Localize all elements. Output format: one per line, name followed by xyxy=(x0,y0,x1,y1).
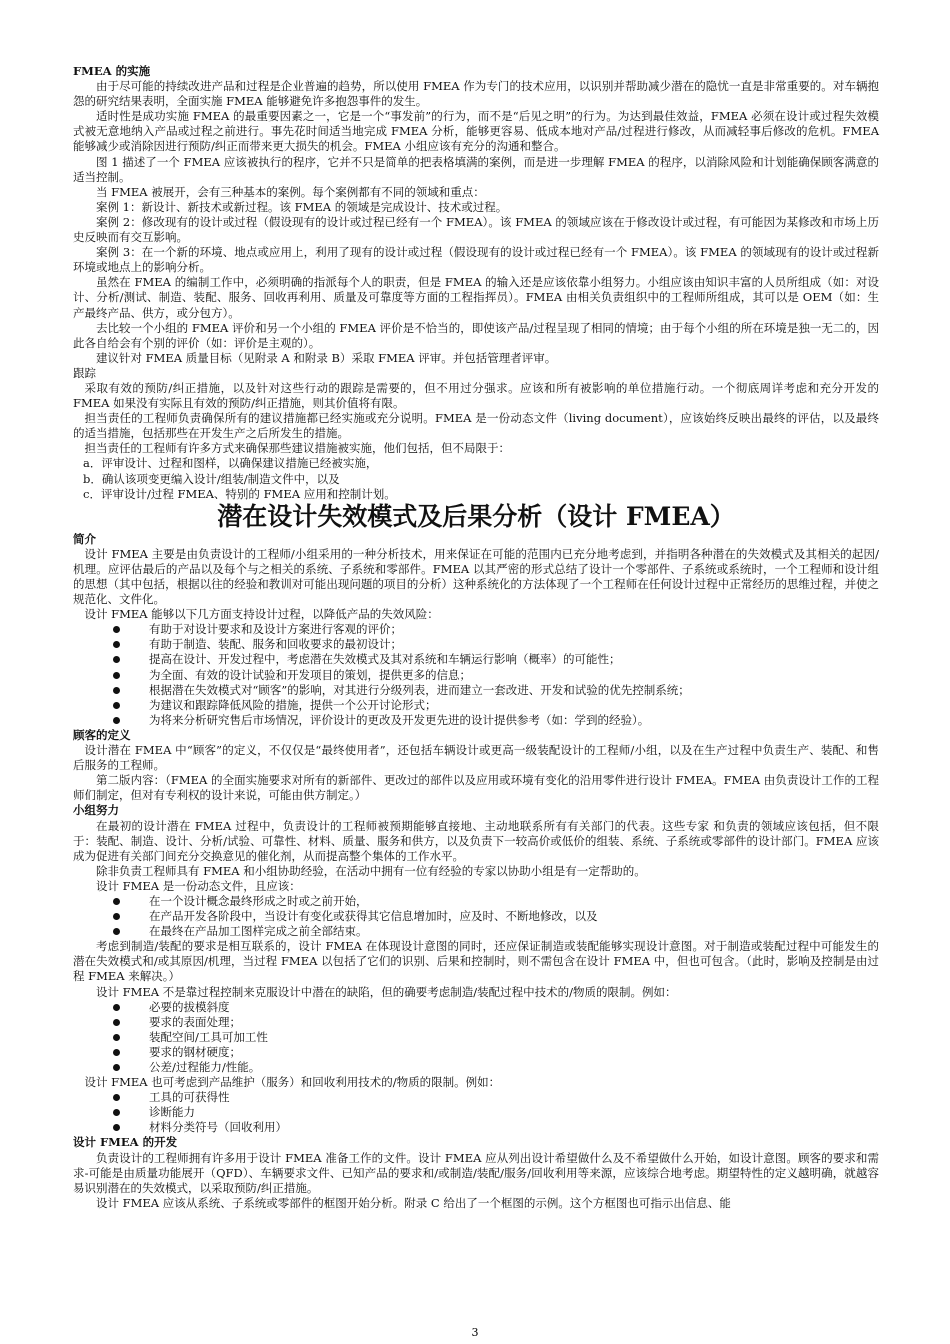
list-item: 根据潜在失效模式对“顾客”的影响，对其进行分级列表，进而建立一套改进、开发和试验的优先控制系统； xyxy=(113,683,879,698)
bullet-icon xyxy=(113,1094,120,1101)
list-item: 必要的拔模斜度 xyxy=(113,1000,879,1015)
paragraph: 考虑到制造/装配的要求是相互联系的，设计 FMEA 在体现设计意图的同时，还应保证制造或装配能够实现设计意图。对于制造或装配过程中可能发生的潜在失效模式和/或其原因/机理，当过程 FMEA 以包括了它们的识别、后果和控制时，则不需包含在设计 FMEA 中，但也可包含。（此时，影响及控制是由过程 FMEA 来解决。） xyxy=(73,939,879,984)
paragraph: 去比较一个小组的 FMEA 评价和另一个小组的 FMEA 评价是不恰当的，即使该产品/过程呈现了相同的情境；由于每个小组的所在环境是独一无二的，因此各自给会有个别的评价（如：评价是主观的）。 xyxy=(73,320,879,350)
bullet-icon xyxy=(113,1124,120,1131)
section-heading: 设计 FMEA 的开发 xyxy=(73,1135,178,1150)
list-item: 提高在设计、开发过程中，考虑潜在失效模式及其对系统和车辆运行影响（概率）的可能性； xyxy=(113,652,879,667)
bullet-icon xyxy=(113,913,120,920)
list-item: 有助于制造、装配、服务和回收要求的最初设计； xyxy=(113,637,879,652)
case-paragraph: 案例 1：新设计、新技术或新过程。该 FMEA 的领域是完成设计、技术或过程。 xyxy=(96,199,508,214)
bullet-icon xyxy=(113,626,120,633)
bullet-icon xyxy=(113,928,120,935)
bullet-icon xyxy=(113,1109,120,1116)
section-heading: 简介 xyxy=(73,531,96,546)
bullet-icon xyxy=(113,702,120,709)
list-item: 要求的表面处理； xyxy=(113,1015,879,1030)
bullet-icon xyxy=(113,898,120,905)
section-heading: 顾客的定义 xyxy=(73,727,131,742)
section-heading: 跟踪 xyxy=(73,365,96,380)
paragraph: 设计潜在 FMEA 中“顾客”的定义，不仅仅是“最终使用者”，还包括车辆设计或更高一级装配设计的工程师/小组，以及在生产过程中负责生产、装配、和售后服务的工程师。 xyxy=(73,743,879,773)
list-item: 在最终在产品加工图样完成之前全部结束。 xyxy=(113,924,879,939)
bullet-list xyxy=(73,1090,879,1135)
paragraph: 设计 FMEA 应该从系统、子系统或零部件的框图开始分析。附录 C 给出了一个框图的示例。这个方框图也可指示出信息、能 xyxy=(96,1195,731,1210)
bullet-icon xyxy=(113,1064,120,1071)
list-item: 为建议和跟踪降低风险的措施，提供一个公开讨论形式； xyxy=(113,698,879,713)
list-item: 有助于对设计要求和及设计方案进行客观的评价； xyxy=(113,622,879,637)
bullet-list xyxy=(73,894,879,939)
list-item: 装配空间/工具可加工性 xyxy=(113,1030,879,1045)
case-paragraph: 案例 3：在一个新的环境、地点或应用上，利用了现有的设计或过程（假设现有的设计或过程已经有一个 FMEA）。该 FMEA 的领域现有的设计或过程新环境或地点上的影响分析。 xyxy=(73,245,879,275)
paragraph: 建议针对 FMEA 质量目标（见附录 A 和附录 B）采取 FMEA 评审。并包括管理者评审。 xyxy=(96,350,557,365)
paragraph: 由于尽可能的持续改进产品和过程是企业普遍的趋势，所以使用 FMEA 作为专门的技术应用，以识别并帮助减少潜在的隐忧一直是非常重要的。对车辆抱怨的研究结果表明，全面实施 FMEA 能够避免许多抱怨事件的发生。 xyxy=(73,79,879,109)
bullet-icon xyxy=(113,687,120,694)
bullet-icon xyxy=(113,1034,120,1041)
paragraph: 采取有效的预防/纠正措施，以及针对这些行动的跟踪是需要的，但不用过分强求。应该和所有被影响的单位措施行动。一个彻底周详考虑和充分开发的 FMEA 如果没有实际且有效的预防/纠正措施，则其价值将有限。 xyxy=(73,380,879,411)
list-item: 要求的钢材硬度； xyxy=(113,1045,879,1060)
paragraph: 在最初的设计潜在 FMEA 过程中，负责设计的工程师被预期能够直接地、主动地联系所有有关部门的代表。这些专家 和负责的领域应该包括，但不限于：装配、制造、设计、分析/试验、可靠性、材料、质量、服务和供方，以及负责下一较高价或低价的组装、系统、子系统或零部件的设计部门。FMEA 应该成为促进有关部门间充分交换意见的催化剂，从而提高整个集体的工作水平。 xyxy=(73,818,879,863)
paragraph: 第二版内容：（FMEA 的全面实施要求对所有的新部件、更改过的部件以及应用或环境有变化的沿用零件进行设计 FMEA。FMEA 由负责设计工作的工程师们制定，但对有专利权的设计来说，可能由供方制定。） xyxy=(73,773,879,803)
page-number: 3 xyxy=(471,1326,479,1339)
paragraph: 虽然在 FMEA 的编制工作中，必须明确的指派每个人的职责，但是 FMEA 的输入还是应该依靠小组努力。小组应该由知识丰富的人员所组成（如：对设计、分析/测试、制造、装配、服务、回收再利用、质量及可靠度等方面的工程指挥员）。FMEA 由相关负责组织中的工程师所组成，其可以是 OEM（如：生产最终产品、供方，或分包方）。 xyxy=(73,275,879,320)
case-paragraph: 案例 2：修改现有的设计或过程（假设现有的设计或过程已经有一个 FMEA）。该 FMEA 的领域应该在于修改设计或过程，有可能因为某修改和市场上历史反映而有交互影响。 xyxy=(73,214,879,245)
bullet-list xyxy=(73,622,879,728)
list-item: c．评审设计/过程 FMEA、特别的 FMEA 应用和控制计划。 xyxy=(83,486,396,501)
paragraph: 图 1 描述了一个 FMEA 应该被执行的程序，它并不只是简单的把表格填满的案例，而是进一步理解 FMEA 的程序，以消除风险和计划能确保顾客满意的适当控制。 xyxy=(73,154,879,184)
paragraph: 设计 FMEA 不是靠过程控制来克服设计中潜在的缺陷，但的确要考虑制造/装配过程中技术的/物质的限制。例如： xyxy=(96,984,677,999)
paragraph: 设计 FMEA 是一份动态文件，且应该： xyxy=(96,878,301,893)
paragraph: 负责设计的工程师拥有许多用于设计 FMEA 准备工作的文件。设计 FMEA 应从列出设计希望做什么及不希望做什么开始，如设计意图。顾客的要求和需求-可能是由质量功能展开（QFD）、车辆要求文件、已知产品的要求和/或制造/装配/服务/回收利用等来源，应该综合地考虑。期望特性的定义越明确，就越容易识别潜在的失效模式，以采取预防/纠正措施。 xyxy=(73,1150,879,1195)
list-item: 诊断能力 xyxy=(113,1105,879,1120)
section-heading: 小组努力 xyxy=(73,803,119,818)
bullet-icon xyxy=(113,672,120,679)
bullet-list xyxy=(73,1000,879,1075)
paragraph: 设计 FMEA 也可考虑到产品维护（服务）和回收利用技术的/物质的限制。例如： xyxy=(84,1075,501,1090)
paragraph: 担当责任的工程师负责确保所有的建议措施都已经实施或充分说明。FMEA 是一份动态文件（living document），应该始终反映出最终的评估，以及最终的适当措施，包括那些在开发生产之后所发生的措施。 xyxy=(73,411,879,441)
paragraph: 适时性是成功实施 FMEA 的最重要因素之一，它是一个“事发前”的行为，而不是“后见之明”的行为。为达到最佳效益，FMEA 必须在设计或过程失效模式被无意地纳入产品或过程之前进行。事先花时间适当地完成 FMEA 分析，能够更容易、低成本地对产品/过程进行修改，从而减轻事后修改的危机。FMEA 能够减少或消除因进行预防/纠正而带来更大损失的机会。FMEA 小组应该有充分的沟通和整合。 xyxy=(73,109,879,154)
paragraph: 担当责任的工程师有许多方式来确保那些建议措施被实施，他们包括，但不局限于： xyxy=(84,441,510,456)
list-item: a．评审设计、过程和图样，以确保建议措施已经被实施， xyxy=(83,456,378,471)
bullet-icon xyxy=(113,717,120,724)
paragraph: 当 FMEA 被展开，会有三种基本的案例。每个案例都有不同的领域和重点： xyxy=(96,184,485,199)
list-item: 工具的可获得性 xyxy=(113,1090,879,1105)
list-item: 材料分类符号（回收利用） xyxy=(113,1120,879,1135)
bullet-icon xyxy=(113,1049,120,1056)
bullet-icon xyxy=(113,656,120,663)
paragraph: 除非负责工程师具有 FMEA 和小组协助经验，在活动中拥有一位有经验的专家以协助小组是有一定帮助的。 xyxy=(96,863,646,878)
document-title: 潜在设计失效模式及后果分析（设计 FMEA） xyxy=(217,501,735,531)
list-item: 为将来分析研究售后市场情况，评价设计的更改及开发更先进的设计提供参考（如：学到的经验）。 xyxy=(113,713,879,728)
list-item: 为全面、有效的设计试验和开发项目的策划，提供更多的信息； xyxy=(113,668,879,683)
bullet-icon xyxy=(113,1004,120,1011)
list-item: 公差/过程能力/性能。 xyxy=(113,1060,879,1075)
paragraph: 设计 FMEA 主要是由负责设计的工程师/小组采用的一种分析技术，用来保证在可能的范围内已充分地考虑到，并指明各种潜在的失效模式及其相关的起因/机理。应评估最后的产品以及每个与之相关的系统、子系统和零部件。FMEA 以其严密的形式总结了设计一个零部件、子系统或系统时，一个工程师和设计组的思想（其中包括，根据以往的经验和教训对可能出现问题的项目的分析）这种系统化的方法体现了一个工程师在任何设计过程中正常经历的思维过程，并使之规范化、文件化。 xyxy=(73,546,879,607)
list-item: 在一个设计概念最终形成之时或之前开始， xyxy=(113,894,879,909)
list-item: b．确认该项变更编入设计/组装/制造文件中，以及 xyxy=(83,471,340,486)
document-body xyxy=(73,64,879,1211)
paragraph: 设计 FMEA 能够以下几方面支持设计过程，以降低产品的失效风险： xyxy=(84,607,439,622)
section-heading: FMEA 的实施 xyxy=(73,64,151,78)
bullet-icon xyxy=(113,641,120,648)
bullet-icon xyxy=(113,1019,120,1026)
list-item: 在产品开发各阶段中，当设计有变化或获得其它信息增加时，应及时、不断地修改，以及 xyxy=(113,909,879,924)
